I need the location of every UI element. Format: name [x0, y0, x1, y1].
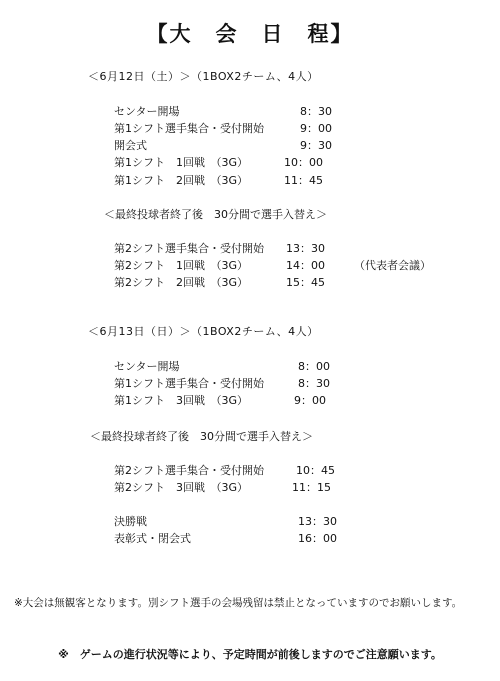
schedule-row [114, 479, 414, 493]
event-label: 第2シフト 1回戦 （3G） [114, 259, 249, 272]
schedule-row [114, 103, 414, 117]
event-label: 第2シフト 2回戦 （3G） [114, 276, 249, 289]
event-label: 表彰式・閉会式 [114, 532, 191, 545]
schedule-row [114, 240, 434, 254]
schedule-row [114, 392, 414, 406]
event-label: 第1シフト選手集合・受付開始 [114, 122, 264, 135]
event-time: 16：00 [298, 532, 337, 545]
event-time: 9：30 [300, 139, 332, 152]
schedule-row [114, 375, 414, 389]
schedule-row [114, 120, 414, 134]
schedule-row [114, 462, 414, 476]
swap-note: ＜最終投球者終了後 30分間で選手入替え＞ [104, 208, 327, 221]
event-label: 第1シフト 1回戦 （3G） [114, 156, 249, 169]
schedule-caution: ※ ゲームの進行状況等により、予定時間が前後しますのでご注意願います。 [58, 648, 442, 661]
event-label: 第1シフト 2回戦 （3G） [114, 174, 249, 187]
event-time: 15：45 [286, 276, 325, 289]
event-label: センター開場 [114, 105, 180, 118]
page-title: 【大 会 日 程】 [146, 22, 354, 46]
event-time: 8：30 [300, 105, 332, 118]
schedule-row [114, 172, 414, 186]
swap-note: ＜最終投球者終了後 30分間で選手入替え＞ [90, 430, 313, 443]
schedule-row [114, 274, 434, 288]
schedule-row [114, 137, 414, 151]
no-spectators-notice: ※大会は無観客となります。別シフト選手の会場残留は禁止となっていますのでお願いします。 [14, 597, 463, 609]
event-label: 第2シフト選手集合・受付開始 [114, 242, 264, 255]
event-time: 14：00 [286, 259, 325, 272]
day2-header: ＜6月13日（日）＞（1BOX2チーム、4人） [88, 325, 319, 338]
schedule-row [114, 358, 414, 372]
event-note: （代表者会議） [354, 259, 431, 272]
event-time: 10：45 [296, 464, 335, 477]
event-time: 11：45 [284, 174, 323, 187]
event-time: 13：30 [286, 242, 325, 255]
event-label: 第2シフト選手集合・受付開始 [114, 464, 264, 477]
schedule-row [114, 154, 414, 168]
event-label: センター開場 [114, 360, 180, 373]
event-time: 13：30 [298, 515, 337, 528]
event-label: 第2シフト 3回戦 （3G） [114, 481, 249, 494]
event-time: 9：00 [294, 394, 326, 407]
event-time: 8：00 [298, 360, 330, 373]
event-label: 第1シフト 3回戦 （3G） [114, 394, 249, 407]
event-label: 開会式 [114, 139, 147, 152]
day1-header: ＜6月12日（土）＞（1BOX2チーム、4人） [88, 70, 319, 83]
schedule-row [114, 513, 414, 527]
event-label: 決勝戦 [114, 515, 147, 528]
event-time: 9：00 [300, 122, 332, 135]
schedule-row [114, 257, 434, 271]
event-time: 8：30 [298, 377, 330, 390]
event-time: 10：00 [284, 156, 323, 169]
event-label: 第1シフト選手集合・受付開始 [114, 377, 264, 390]
schedule-row [114, 530, 414, 544]
event-time: 11：15 [292, 481, 331, 494]
